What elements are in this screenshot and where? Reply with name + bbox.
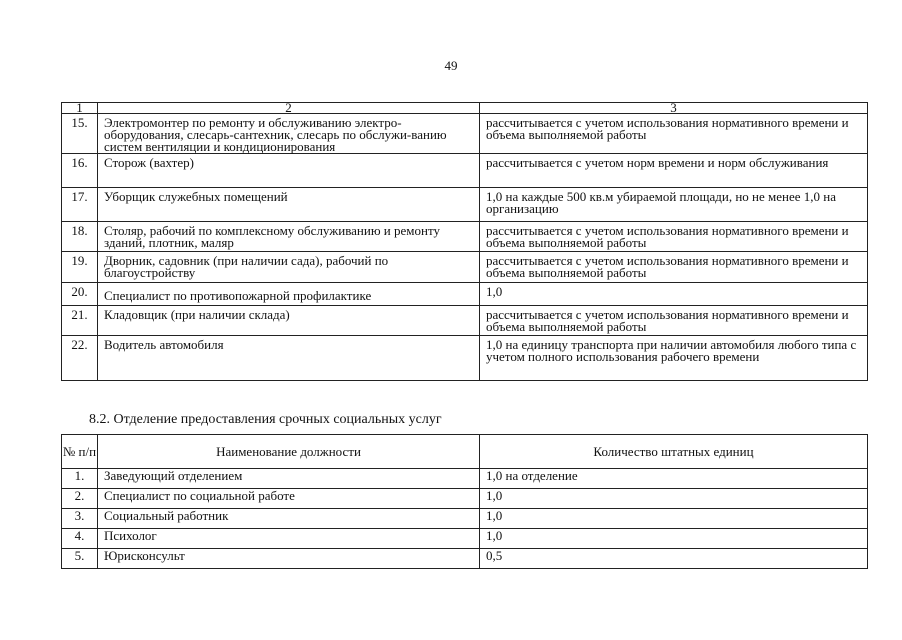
row-number: 2. (62, 489, 98, 509)
table-row (62, 306, 868, 336)
column-number-2: 2 (98, 103, 480, 114)
position-name: Кладовщик (при наличии склада) (98, 306, 480, 336)
position-name: Столяр, рабочий по комплексному обслуживанию и ремонту зданий, плотник, маляр (98, 222, 480, 252)
row-number: 19. (62, 252, 98, 283)
column-number-3: 3 (480, 103, 868, 114)
table-row (62, 252, 868, 283)
table-row (62, 469, 868, 489)
table-header-row (62, 103, 868, 114)
row-number: 15. (62, 114, 98, 154)
position-name: Водитель автомобиля (98, 336, 480, 381)
staff-count: рассчитывается с учетом использования нормативного времени и объема выполняемой работы (480, 222, 868, 252)
table-row (62, 336, 868, 381)
position-name: Заведующий отделением (98, 469, 480, 489)
row-number: 17. (62, 188, 98, 222)
table-row (62, 549, 868, 569)
position-name: Специалист по противопожарной профилактике (98, 283, 480, 306)
position-name: Уборщик служебных помещений (98, 188, 480, 222)
table-row (62, 283, 868, 306)
table-row (62, 509, 868, 529)
staff-count: рассчитывается с учетом использования нормативного времени и объема выполняемой работы (480, 306, 868, 336)
staff-count: 1,0 (480, 529, 868, 549)
staff-count: 1,0 (480, 283, 868, 306)
staff-count: 1,0 (480, 509, 868, 529)
position-name: Электромонтер по ремонту и обслуживанию электро-оборудования, слесарь-сантехник, слесарь по обслужи-ванию систем вентиляции и кондиционирования (98, 114, 480, 154)
staff-count: 1,0 (480, 489, 868, 509)
staff-count: рассчитывается с учетом норм времени и норм обслуживания (480, 154, 868, 188)
staff-count: 1,0 на единицу транспорта при наличии автомобиля любого типа с учетом полного использования рабочего времени (480, 336, 868, 381)
staff-table-urgent-services (61, 434, 868, 569)
staff-table-continued (61, 102, 868, 381)
position-name: Сторож (вахтер) (98, 154, 480, 188)
column-header-count: Количество штатных единиц (480, 435, 868, 469)
column-header-number: № п/п (62, 435, 98, 469)
table-row (62, 489, 868, 509)
table-row (62, 529, 868, 549)
position-name: Дворник, садовник (при наличии сада), рабочий по благоустройству (98, 252, 480, 283)
row-number: 3. (62, 509, 98, 529)
position-name: Социальный работник (98, 509, 480, 529)
table-row (62, 188, 868, 222)
staff-count: рассчитывается с учетом использования нормативного времени и объема выполняемой работы (480, 114, 868, 154)
row-number: 1. (62, 469, 98, 489)
table-row (62, 154, 868, 188)
staff-count: рассчитывается с учетом использования нормативного времени и объема выполняемой работы (480, 252, 868, 283)
row-number: 20. (62, 283, 98, 306)
position-name: Специалист по социальной работе (98, 489, 480, 509)
row-number: 21. (62, 306, 98, 336)
row-number: 4. (62, 529, 98, 549)
position-name: Юрисконсульт (98, 549, 480, 569)
row-number: 16. (62, 154, 98, 188)
staff-count: 0,5 (480, 549, 868, 569)
column-header-position: Наименование должности (98, 435, 480, 469)
section-title: 8.2. Отделение предоставления срочных социальных услуг (89, 412, 442, 427)
staff-count: 1,0 на отделение (480, 469, 868, 489)
table-row (62, 114, 868, 154)
row-number: 18. (62, 222, 98, 252)
row-number: 5. (62, 549, 98, 569)
position-name: Психолог (98, 529, 480, 549)
table-row (62, 222, 868, 252)
table-header-row (62, 435, 868, 469)
page-number: 49 (444, 58, 458, 73)
row-number: 22. (62, 336, 98, 381)
column-number-1: 1 (62, 103, 98, 114)
staff-count: 1,0 на каждые 500 кв.м убираемой площади, но не менее 1,0 на организацию (480, 188, 868, 222)
